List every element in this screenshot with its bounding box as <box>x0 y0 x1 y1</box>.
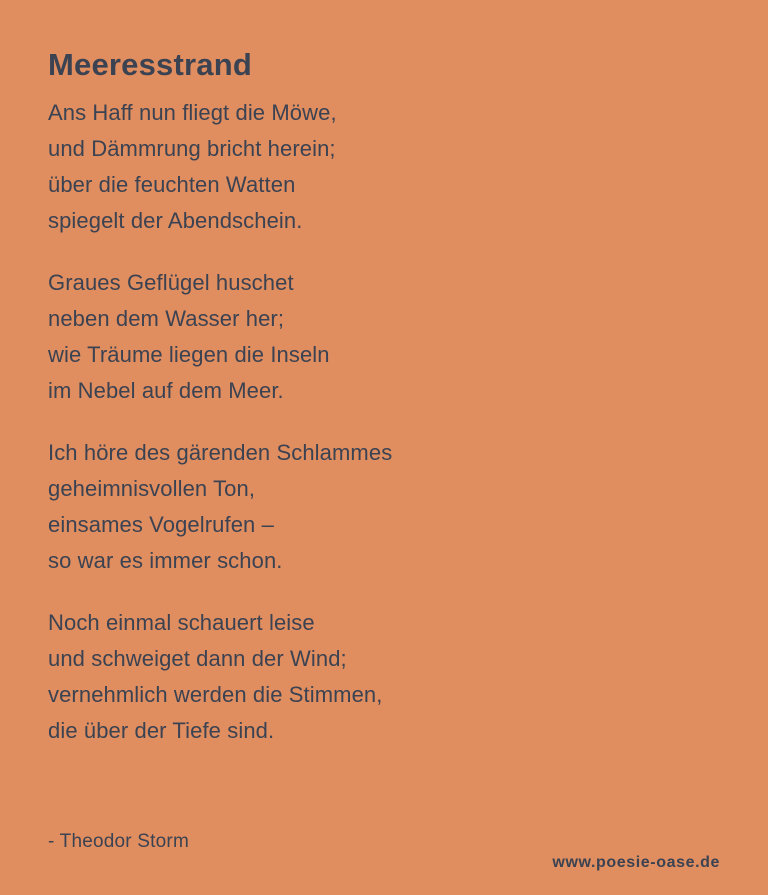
poem-line: neben dem Wasser her; <box>48 306 285 332</box>
poem-line: so war es immer schon. <box>48 548 283 574</box>
poem-line: vernehmlich werden die Stimmen, <box>48 682 383 708</box>
poem-stanza <box>48 605 720 749</box>
poem-line: im Nebel auf dem Meer. <box>48 378 284 404</box>
poem-stanza <box>48 435 720 579</box>
poem-line: und Dämmrung bricht herein; <box>48 136 336 162</box>
poem-line: Noch einmal schauert leise <box>48 610 315 636</box>
page-title: Meeresstrand <box>48 47 252 82</box>
site-credit: www.poesie-oase.de <box>552 854 720 871</box>
poem-line: Ans Haff nun fliegt die Möwe, <box>48 100 337 126</box>
poem-author: - Theodor Storm <box>48 831 189 852</box>
poem-line: Graues Geflügel huschet <box>48 270 294 296</box>
poem-line: einsames Vogelrufen – <box>48 512 274 538</box>
poem-line: Ich höre des gärenden Schlammes <box>48 440 393 466</box>
poem-line: wie Träume liegen die Inseln <box>48 342 330 368</box>
poem-stanza <box>48 265 720 409</box>
poem-stanza <box>48 95 720 239</box>
poem-line: geheimnisvollen Ton, <box>48 476 256 502</box>
poem-line: spiegelt der Abendschein. <box>48 208 303 234</box>
poem-line: die über der Tiefe sind. <box>48 718 275 744</box>
poem-line: und schweiget dann der Wind; <box>48 646 347 672</box>
poem-line: über die feuchten Watten <box>48 172 296 198</box>
